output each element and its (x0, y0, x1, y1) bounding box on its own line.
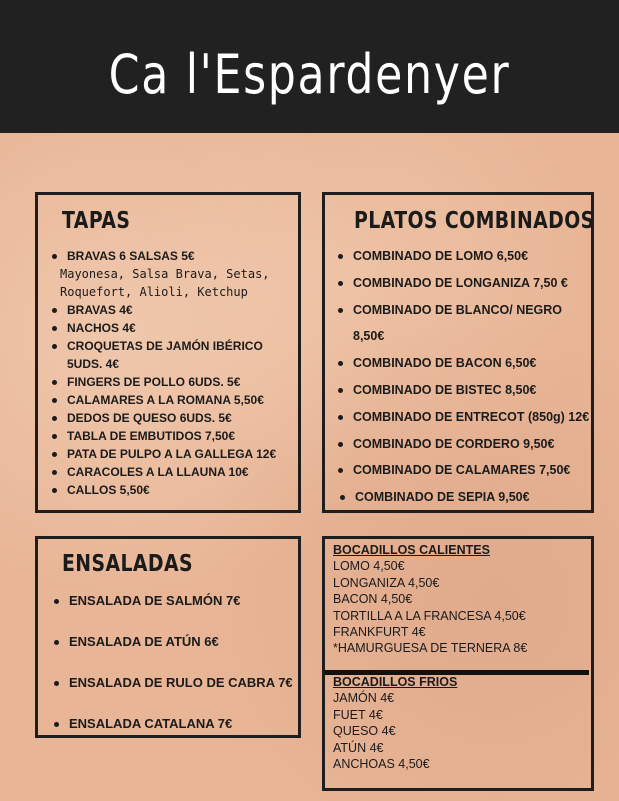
list-item-note: Roquefort, Alioli, Ketchup (60, 285, 248, 299)
list-item: CARACOLES A LA LLAUNA 10€ (67, 463, 276, 481)
list-item: COMBINADO DE BISTEC 8,50€ (353, 377, 589, 404)
platos-heading: PLATOS COMBINADOS (354, 208, 595, 234)
list-item: COMBINADO DE SEPIA 9,50€ (355, 484, 589, 511)
restaurant-title: Ca l'Espardenyer (108, 43, 511, 106)
bocadillos-calientes-section (333, 542, 527, 657)
bocadillos-calientes-heading: BOCADILLOS CALIENTES (333, 543, 490, 557)
list-item: JAMÓN 4€ (333, 691, 395, 706)
list-item: COMBINADO DE CORDERO 9,50€ (353, 431, 589, 458)
list-item: LOMO 4,50€ (333, 559, 405, 574)
list-item: *HAMURGUESA DE TERNERA 8€ (333, 641, 528, 656)
list-item: TORTILLA A LA FRANCESA 4,50€ (333, 608, 526, 623)
list-item: ENSALADA CATALANA 7€ (69, 713, 293, 754)
bocadillos-frios-section (333, 674, 457, 772)
list-item: ATÚN 4€ (333, 740, 384, 755)
list-item: TABLA DE EMBUTIDOS 7,50€ (67, 427, 276, 445)
list-item: COMBINADO DE BLANCO/ NEGRO (353, 297, 589, 324)
list-item: QUESO 4€ (333, 724, 396, 739)
list-item: FUET 4€ (333, 707, 383, 722)
platos-list (353, 243, 589, 511)
list-item: ENSALADA DE RULO DE CABRA 7€ (69, 672, 293, 713)
list-item: COMBINADO DE LOMO 6,50€ (353, 243, 589, 270)
list-item: DEDOS DE QUESO 6UDS. 5€ (67, 409, 276, 427)
list-item: CALAMARES A LA ROMANA 5,50€ (67, 391, 276, 409)
list-item: NACHOS 4€ (67, 319, 276, 337)
ensaladas-list (69, 590, 293, 754)
list-item: PATA DE PULPO A LA GALLEGA 12€ (67, 447, 277, 461)
list-item: COMBINADO DE CALAMARES 7,50€ (353, 457, 589, 484)
list-item: BRAVAS 4€ (67, 301, 276, 319)
list-item: ENSALADA DE ATÚN 6€ (69, 631, 293, 672)
list-item: COMBINADO DE ENTRECOT (850g) 12€ (353, 404, 589, 431)
list-item: ENSALADA DE SALMÓN 7€ (69, 590, 293, 631)
list-item: CROQUETAS DE JAMÓN IBÉRICO (67, 337, 276, 355)
tapas-list (60, 247, 277, 499)
list-item-cont: 8,50€ (353, 329, 385, 344)
list-item: BRAVAS 6 SALSAS 5€ (67, 247, 276, 265)
tapas-heading: TAPAS (62, 208, 131, 234)
bocadillos-frios-heading: BOCADILLOS FRIOS (333, 675, 458, 689)
list-item: ANCHOAS 4,50€ (333, 757, 430, 772)
list-item: LONGANIZA 4,50€ (333, 575, 440, 590)
list-item: BACON 4,50€ (333, 592, 413, 607)
ensaladas-heading: ENSALADAS (62, 551, 193, 577)
list-item: COMBINADO DE LONGANIZA 7,50 € (353, 270, 589, 297)
list-item: FRANKFURT 4€ (333, 625, 426, 640)
list-item-note: Mayonesa, Salsa Brava, Setas, (60, 267, 270, 281)
list-item: CALLOS 5,50€ (67, 481, 276, 499)
list-item: FINGERS DE POLLO 6UDS. 5€ (67, 373, 276, 391)
list-item: COMBINADO DE BACON 6,50€ (353, 350, 589, 377)
list-item-cont: 5UDS. 4€ (67, 357, 120, 371)
